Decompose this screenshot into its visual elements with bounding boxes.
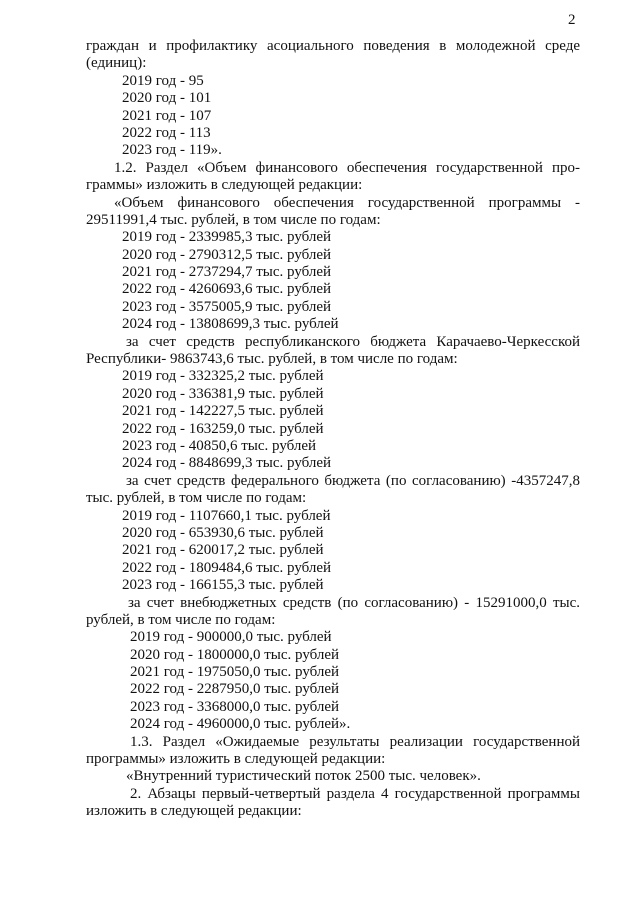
text-line: изложить в следующей редакции: — [86, 803, 302, 820]
text-line: 2020 год - 653930,6 тыс. рублей — [122, 524, 324, 541]
text-line: 2021 год - 1975050,0 тыс. рублей — [130, 664, 340, 681]
text-line: «Внутренний туристический поток 2500 тыс. человек». — [126, 768, 481, 785]
text-line: программы» изложить в следующей редакции: — [86, 751, 386, 768]
text-line: 2024 год - 8848699,3 тыс. рублей — [122, 455, 332, 472]
text-line: 1.2. Раздел «Объем финансового обеспечения государственной про- — [114, 159, 580, 176]
text-line: рублей, в том числе по годам: — [86, 611, 276, 628]
text-line: 29511991,4 тыс. рублей, в том числе по годам: — [86, 211, 381, 228]
text-line: 2023 год - 40850,6 тыс. рублей — [122, 437, 317, 454]
text-line: 2021 год - 107 — [122, 107, 212, 124]
text-line: 2019 год - 332325,2 тыс. рублей — [122, 368, 324, 385]
text-line: граммы» изложить в следующей редакции: — [86, 177, 363, 194]
text-line: 2020 год - 1800000,0 тыс. рублей — [130, 646, 340, 663]
text-line: 2024 год - 13808699,3 тыс. рублей — [122, 316, 339, 333]
text-line: 2020 год - 2790312,5 тыс. рублей — [122, 246, 332, 263]
page-number: 2 — [568, 12, 576, 28]
text-line: 2022 год - 1809484,6 тыс. рублей — [122, 559, 332, 576]
text-line: 2019 год - 95 — [122, 72, 204, 89]
text-line: 2023 год - 3575005,9 тыс. рублей — [122, 298, 332, 315]
text-line: 2023 год - 119». — [122, 142, 222, 159]
text-line: 2021 год - 142227,5 тыс. рублей — [122, 403, 324, 420]
text-line: 2. Абзацы первый-четвертый раздела 4 государственной программы — [130, 785, 580, 802]
text-line: тыс. рублей, в том числе по годам: — [86, 490, 307, 507]
text-line: 2019 год - 900000,0 тыс. рублей — [130, 629, 332, 646]
text-line: 2022 год - 4260693,6 тыс. рублей — [122, 281, 332, 298]
text-line: «Объем финансового обеспечения государственной программы - — [114, 194, 580, 211]
text-line: за счет средств федерального бюджета (по согласованию) -4357247,8 — [126, 472, 580, 489]
text-line: 2020 год - 336381,9 тыс. рублей — [122, 385, 324, 402]
text-line: 1.3. Раздел «Ожидаемые результаты реализации государственной — [130, 733, 580, 750]
text-line: 2020 год - 101 — [122, 90, 212, 107]
text-line: граждан и профилактику асоциального поведения в молодежной среде — [86, 38, 580, 54]
text-line: 2022 год - 2287950,0 тыс. рублей — [130, 681, 340, 698]
text-line: за счет средств республиканского бюджета Карачаево-Черкесской — [126, 333, 580, 350]
text-line: 2021 год - 2737294,7 тыс. рублей — [122, 264, 332, 281]
text-line: 2022 год - 163259,0 тыс. рублей — [122, 420, 324, 437]
text-line: 2022 год - 113 — [122, 124, 211, 141]
text-line: 2023 год - 166155,3 тыс. рублей — [122, 577, 324, 594]
text-line: Республики- 9863743,6 тыс. рублей, в том числе по годам: — [86, 351, 458, 368]
document-body — [86, 38, 580, 821]
text-line: 2024 год - 4960000,0 тыс. рублей». — [130, 716, 351, 733]
text-line: 2019 год - 2339985,3 тыс. рублей — [122, 229, 332, 246]
text-line: 2019 год - 1107660,1 тыс. рублей — [122, 507, 331, 524]
text-line: (единиц): — [86, 55, 147, 72]
text-line: за счет внебюджетных средств (по согласованию) - 15291000,0 тыс. — [128, 594, 580, 611]
text-line: 2023 год - 3368000,0 тыс. рублей — [130, 698, 340, 715]
text-line: 2021 год - 620017,2 тыс. рублей — [122, 542, 324, 559]
